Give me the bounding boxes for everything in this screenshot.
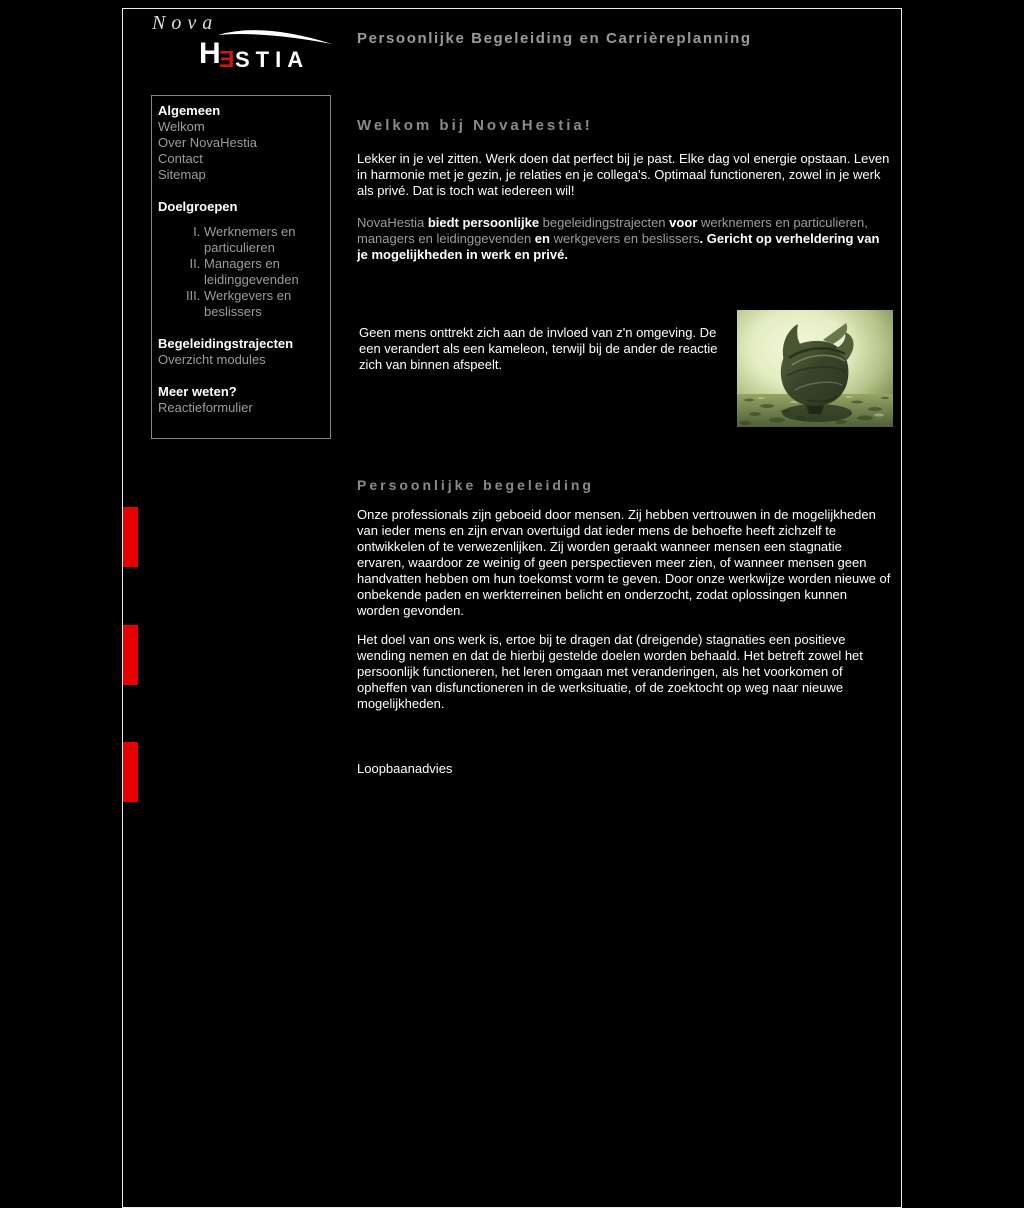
red-accent-stripe	[123, 742, 138, 802]
section-paragraph-1: Onze professionals zijn geboeid door mensen. Zij hebben vertrouwen in de mogelijkheden van ieder mens en zijn ervan overtuigd dat ieder mens de behoefte heeft zichzelf te ontwikkelen of te verwezenlijken. Zij worden geraakt wanneer mensen een stagnatie ervaren, waardoor ze weinig of geen perspectieven meer zien, of wanneer mensen geen handvatten hebben om hun toekomst vorm te geven. Door onze werkwijze worden nieuwe of onbekende paden en werkterreinen belicht en onderzocht, zodat oplossingen kunnen worden gevonden.	[357, 507, 891, 618]
nav-heading-meer-weten: Meer weten?	[158, 384, 237, 399]
inline-link[interactable]: begeleidingstrajecten	[542, 215, 666, 230]
sidebar-target-group-link[interactable]: I. Werknemers en particulieren	[204, 224, 330, 256]
sidebar-link[interactable]: Overzicht modules	[158, 352, 266, 367]
nav-links-algemeen	[158, 119, 330, 183]
logo-letter-h: H	[199, 37, 221, 70]
nav-target-groups-list	[158, 224, 330, 320]
sculpture-bowl-photo	[737, 310, 893, 427]
red-accent-stripe	[123, 625, 138, 685]
logo-mirrored-e-red: E	[219, 46, 235, 72]
sidebar-link[interactable]: Reactieformulier	[158, 400, 253, 415]
section-heading: Persoonlijke begeleiding	[357, 477, 594, 493]
nav-heading-algemeen: Algemeen	[158, 103, 221, 118]
sidebar-nav	[151, 95, 331, 439]
sidebar-link[interactable]: Welkom	[158, 119, 205, 134]
nav-group-doelgroepen	[158, 199, 330, 320]
nav-heading-begeleidingstrajecten: Begeleidingstrajecten	[158, 336, 294, 351]
nav-group-begeleidingstrajecten	[158, 336, 330, 368]
nav-links-begeleidingstrajecten	[158, 352, 330, 368]
sidebar-target-group-link[interactable]: III. Werkgevers en beslissers	[204, 288, 330, 320]
inline-link[interactable]: werknemers en particulieren	[700, 215, 865, 230]
inline-bold-text: biedt persoonlijke	[424, 215, 543, 230]
inline-bold-text: en	[531, 231, 554, 246]
nav-links-meer-weten	[158, 400, 330, 416]
red-accent-stripe	[123, 507, 138, 567]
sidebar-link[interactable]: Contact	[158, 151, 203, 166]
section-paragraph-2: Het doel van ons werk is, ertoe bij te dragen dat (dreigende) stagnaties een positieve wending nemen en dat de hierbij gestelde doelen worden behaald. Het betreft zowel het persoonlijk functioneren, het leren omgaan met veranderingen, als het voorkomen of opheffen van disfunctioneren in de werksituatie, of de zoektocht op weg naar nieuwe mogelijkheden.	[357, 632, 863, 711]
offer-paragraph	[357, 215, 891, 263]
cutoff-next-text: Loopbaanadvies	[357, 761, 453, 776]
quote-paragraph: Geen mens onttrekt zich aan de invloed van z'n omgeving. De een verandert als een kameleon, terwijl bij de ander de reactie zich van binnen afspeelt.	[359, 325, 718, 372]
nav-heading-doelgroepen: Doelgroepen	[158, 199, 238, 214]
inline-bold-text: voor	[665, 215, 701, 230]
page-subtitle: Persoonlijke Begeleiding en Carrièreplanning	[357, 30, 752, 47]
logo-nova-text: Nova	[152, 12, 219, 34]
nav-group-meer-weten	[158, 384, 330, 416]
inline-link[interactable]: NovaHestia	[357, 215, 425, 230]
novahestia-logo[interactable]	[148, 10, 348, 80]
inline-link[interactable]: ,	[864, 215, 868, 230]
sidebar-link[interactable]: Over NovaHestia	[158, 135, 257, 150]
sidebar-target-group-link[interactable]: II. Managers en leidinggevenden	[204, 256, 330, 288]
welcome-heading: Welkom bij NovaHestia!	[357, 117, 593, 134]
nav-group-algemeen	[158, 103, 330, 183]
inline-bold-text: . Gericht op verheldering van je mogelijkheden in werk en privé.	[357, 231, 880, 262]
inline-link[interactable]: werkgevers en beslissers	[553, 231, 700, 246]
inline-link[interactable]: managers en leidinggevenden	[357, 231, 532, 246]
sidebar-link[interactable]: Sitemap	[158, 167, 206, 182]
intro-paragraph: Lekker in je vel zitten. Werk doen dat perfect bij je past. Elke dag vol energie opstaan. Leven in harmonie met je gezin, je relaties en je collega's. Optimaal functioneren, zowel in je werk als privé. Dat is toch wat iedereen wil!	[357, 151, 890, 198]
logo-stia-text: STIA	[235, 47, 310, 72]
